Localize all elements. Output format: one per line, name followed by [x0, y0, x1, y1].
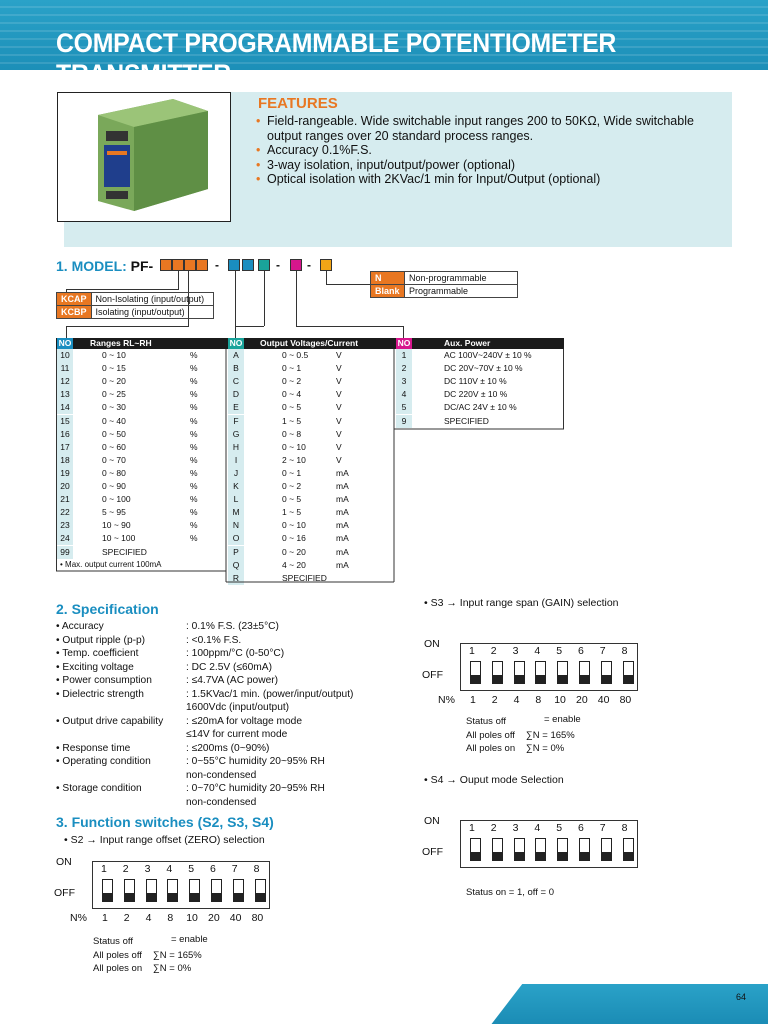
s3-on-label: ON [424, 638, 440, 650]
spec-value: : 1.5KVac/1 min. (power/input/output) [186, 688, 354, 700]
s2-position-number: 6 [210, 863, 216, 875]
spec-row [56, 742, 396, 756]
spec-row [56, 755, 396, 769]
output-value: 1 ~ 5 [282, 415, 302, 426]
output-unit: V [336, 376, 342, 387]
range-value: 0 ~ 40 [102, 415, 126, 426]
s3-n-value: 10 [554, 694, 566, 706]
status-note: = enable [171, 934, 208, 945]
spec-row [56, 728, 396, 742]
s3-n-value: 40 [597, 694, 610, 706]
output-unit: V [336, 441, 342, 452]
spec-row [56, 769, 396, 783]
spec-row [56, 620, 396, 634]
s3-dip-toggle[interactable] [492, 661, 503, 684]
output-unit: V [336, 415, 342, 426]
output-code: N [228, 519, 244, 532]
page-number: 64 [735, 992, 746, 1002]
s2-dip-toggle[interactable] [167, 879, 178, 902]
s2-n-value: 1 [102, 912, 108, 924]
range-unit: % [190, 363, 198, 374]
range-value: 0 ~ 25 [102, 389, 126, 400]
range-code: 17 [57, 441, 73, 454]
spec-value: : 0~70°C humidity 20~95% RH [186, 783, 325, 794]
s3-n-value: 20 [576, 694, 588, 706]
output-value: 0 ~ 5 [282, 402, 302, 413]
range-value: 0 ~ 20 [102, 376, 126, 387]
s3-position-number: 6 [578, 645, 584, 657]
s2-position-number: 1 [101, 863, 107, 875]
output-code: F [228, 415, 244, 428]
s4-dip-toggle[interactable] [492, 838, 503, 861]
s3-position-number: 3 [512, 645, 519, 657]
spec-key: • Power consumption [56, 675, 152, 686]
aux-code: 4 [396, 388, 412, 401]
output-value: 0 ~ 0.5 [282, 350, 309, 360]
programming-table: N Non-programmable Blank Programmable [370, 271, 518, 298]
aux-code: 3 [396, 375, 412, 388]
range-unit: % [190, 507, 198, 518]
output-value: 0 ~ 16 [282, 533, 306, 544]
status-note: Status off [466, 716, 506, 727]
spec-row [56, 661, 396, 675]
spec-value: : ≤20mA for voltage mode [186, 715, 303, 727]
s3-dip-toggle[interactable] [535, 661, 546, 684]
spec-value: : 0~55°C humidity 20~95% RH [186, 756, 325, 767]
range-unit: % [190, 402, 198, 413]
s4-position-number: 5 [556, 822, 563, 834]
col-no: NO [397, 338, 411, 348]
s4-on-label: ON [424, 815, 440, 827]
status-note: All poles off [93, 949, 142, 961]
footer-band [0, 984, 768, 1024]
output-code: G [228, 428, 244, 441]
range-code: 12 [57, 375, 73, 388]
s2-off-label: OFF [54, 887, 75, 899]
col-ranges: Ranges RL~RH [90, 338, 152, 348]
spec-value: : ≤200ms (0~90%) [186, 742, 270, 754]
s4-position-number: 2 [490, 822, 497, 834]
output-unit: V [336, 454, 342, 465]
range-unit: % [190, 389, 198, 400]
spec-key: • Response time [56, 742, 131, 754]
range-code: 15 [57, 415, 73, 428]
col-no: NO [229, 338, 243, 348]
spec-key: • Dielectric strength [56, 688, 144, 700]
aux-value: DC 110V ± 10 % [444, 376, 507, 387]
s2-n-value: 4 [145, 912, 152, 924]
aux-value: SPECIFIED [444, 415, 489, 426]
status-note: All poles off [466, 729, 515, 741]
status-note: ∑N = 0% [526, 743, 565, 754]
s2-dip-toggle[interactable] [211, 879, 222, 902]
output-code: A [228, 349, 244, 362]
output-value: 0 ~ 4 [282, 389, 302, 400]
spec-value: ≤14V for current mode [186, 729, 288, 740]
s2-dip-toggle[interactable] [233, 879, 244, 902]
spec-row [56, 715, 396, 729]
s2-dip-toggle[interactable] [124, 879, 135, 902]
output-value: 0 ~ 20 [282, 546, 306, 557]
range-value: 0 ~ 70 [102, 454, 126, 465]
s3-dip-toggle[interactable] [514, 661, 525, 684]
s2-on-label: ON [56, 856, 72, 868]
status-note: Status off [93, 936, 133, 947]
s2-n-value: 80 [251, 912, 264, 924]
model-box [290, 259, 302, 271]
s4-dip-toggle[interactable] [557, 838, 568, 861]
s4-title: • S4 → Ouput mode Selection [424, 774, 564, 786]
range-unit: % [190, 481, 198, 491]
s2-position-number: 3 [144, 863, 151, 875]
output-code: J [228, 467, 244, 480]
range-unit: % [190, 350, 198, 360]
s2-n-prefix: N% [70, 912, 87, 924]
range-code: 21 [57, 493, 73, 506]
s4-position-number: 7 [599, 822, 606, 834]
output-value: 0 ~ 5 [282, 494, 302, 505]
s4-position-number: 6 [578, 822, 584, 834]
aux-code: 9 [396, 415, 412, 428]
output-unit: mA [336, 559, 349, 570]
range-value: 0 ~ 50 [102, 428, 126, 439]
aux-value: AC 100V~240V ± 10 % [444, 350, 532, 360]
s4-position-number: 3 [512, 822, 519, 834]
range-code: 11 [57, 362, 73, 375]
range-code: 99 [57, 546, 73, 559]
s4-dip-toggle[interactable] [623, 838, 634, 861]
aux-code: 2 [396, 362, 412, 375]
header-banner [0, 0, 768, 89]
s3-n-value: 2 [491, 694, 498, 706]
output-code: C [228, 375, 244, 388]
range-value: SPECIFIED [102, 546, 147, 557]
output-value: 0 ~ 1 [282, 363, 302, 374]
range-value: 10 ~ 90 [102, 520, 131, 531]
output-value: 0 ~ 8 [282, 428, 302, 439]
s4-off-label: OFF [422, 846, 443, 858]
spec-value: non-condensed [186, 769, 257, 781]
output-value: 1 ~ 5 [282, 507, 302, 518]
s2-n-value: 20 [208, 912, 220, 924]
spec-key: • Operating condition [56, 756, 151, 767]
range-code: 19 [57, 467, 73, 480]
range-unit: % [190, 376, 198, 387]
table-borders [56, 338, 566, 584]
spec-row [56, 688, 396, 702]
range-value: 0 ~ 10 [102, 350, 126, 360]
s2-n-value: 8 [167, 912, 174, 924]
s2-position-number: 5 [188, 863, 195, 875]
s4-dip-toggle[interactable] [535, 838, 546, 861]
s2-position-number: 8 [253, 863, 260, 875]
page-title: COMPACT PROGRAMMABLE POTENTIOMETER TRANSMITTER [56, 28, 617, 89]
output-unit: mA [336, 533, 349, 544]
model-box [184, 259, 196, 271]
spec-key: • Storage condition [56, 783, 142, 794]
feature-item: • Accuracy 0.1%F.S. [256, 143, 726, 158]
s3-n-value: 1 [470, 694, 476, 706]
range-unit: % [190, 428, 198, 439]
spec-row [56, 674, 396, 688]
output-unit: mA [336, 467, 349, 478]
spec-value: 1600Vdc (input/output) [186, 702, 290, 713]
spec-row [56, 796, 396, 810]
aux-code: 1 [396, 349, 412, 362]
spec-value: : 0.1% F.S. (23±5°C) [186, 621, 279, 632]
range-code: 14 [57, 401, 73, 414]
output-value: 2 ~ 10 [282, 454, 306, 465]
s3-position-number: 2 [490, 645, 497, 657]
s2-position-number: 2 [122, 863, 129, 875]
spec-list [56, 620, 396, 809]
aux-value: DC 220V ± 10 % [444, 389, 508, 400]
s3-title: • S3 → Input range span (GAIN) selection [424, 597, 619, 609]
s3-position-number: 7 [599, 645, 606, 657]
output-unit: V [336, 350, 342, 360]
model-box [160, 259, 172, 271]
output-code: O [228, 532, 244, 545]
output-code: Q [228, 559, 244, 572]
s3-position-number: 4 [534, 645, 541, 657]
output-unit: mA [336, 520, 349, 531]
status-note: All poles on [466, 743, 516, 754]
spec-row [56, 782, 396, 796]
s4-position-number: 1 [469, 822, 475, 834]
output-value: 0 ~ 10 [282, 520, 306, 531]
output-unit: V [336, 428, 342, 439]
s2-dip-toggle[interactable] [255, 879, 266, 902]
spec-row [56, 701, 396, 715]
s2-dip-toggle[interactable] [102, 879, 113, 902]
spec-value: : ≤4.7VA (AC power) [186, 675, 279, 686]
s3-position-number: 1 [469, 645, 475, 657]
feature-item: • Optical isolation with 2KVac/1 min for Input/Output (optional) [256, 172, 726, 187]
status-note: All poles on [93, 963, 143, 974]
range-value: 0 ~ 90 [102, 481, 126, 491]
model-box [320, 259, 332, 271]
s2-n-value: 10 [186, 912, 198, 924]
output-code: L [228, 493, 244, 506]
s3-n-value: 4 [513, 694, 520, 706]
range-value: 5 ~ 95 [102, 507, 126, 518]
s2-title: • S2 → Input range offset (ZERO) selection [64, 834, 265, 846]
range-unit: % [190, 467, 198, 478]
output-code: R [228, 572, 244, 585]
spec-key: • Output drive capability [56, 715, 164, 727]
range-unit: % [190, 454, 198, 465]
status-note: ∑N = 165% [153, 949, 202, 961]
range-value: 0 ~ 60 [102, 441, 126, 452]
s2-n-value: 2 [123, 912, 130, 924]
status-note: ∑N = 165% [526, 729, 575, 741]
range-value: 0 ~ 15 [102, 363, 126, 374]
output-value: 0 ~ 2 [282, 481, 302, 491]
output-code: B [228, 362, 244, 375]
s3-dip-toggle[interactable] [557, 661, 568, 684]
output-value: 0 ~ 2 [282, 376, 302, 387]
s3-n-value: 80 [619, 694, 632, 706]
product-photo [57, 92, 231, 222]
spec-value: non-condensed [186, 796, 257, 808]
output-unit: mA [336, 494, 349, 505]
s4-dip-toggle[interactable] [514, 838, 525, 861]
spec-value: : <0.1% F.S. [186, 634, 242, 646]
output-code: D [228, 388, 244, 401]
feature-item: • 3-way isolation, input/output/power (optional) [256, 158, 726, 173]
range-code: 10 [57, 349, 73, 362]
output-code: P [228, 546, 244, 559]
output-value: 0 ~ 10 [282, 441, 306, 452]
output-code: M [228, 506, 244, 519]
status-note: ∑N = 0% [153, 963, 192, 974]
spec-key: • Accuracy [56, 621, 104, 632]
s2-position-number: 4 [166, 863, 173, 875]
spec-key: • Output ripple (p-p) [56, 634, 146, 646]
s4-position-number: 4 [534, 822, 541, 834]
range-value: 0 ~ 100 [102, 494, 131, 505]
range-unit: % [190, 520, 198, 531]
s2-position-number: 7 [231, 863, 238, 875]
output-unit: V [336, 402, 342, 413]
output-value: SPECIFIED [282, 572, 327, 583]
range-code: 13 [57, 388, 73, 401]
output-unit: mA [336, 481, 349, 491]
switch-heading: 3. Function switches (S2, S3, S4) [56, 814, 274, 830]
output-code: H [228, 441, 244, 454]
status-note: = enable [544, 714, 581, 725]
features-title: FEATURES [258, 95, 338, 112]
range-value: 10 ~ 100 [102, 533, 136, 544]
col-no: NO [58, 338, 72, 348]
s3-dip-toggle[interactable] [601, 661, 612, 684]
s2-dip-toggle[interactable] [189, 879, 200, 902]
s3-position-number: 5 [556, 645, 563, 657]
s4-dip-toggle[interactable] [470, 838, 481, 861]
model-box [258, 259, 270, 271]
range-code: 22 [57, 506, 73, 519]
s2-dip-toggle[interactable] [146, 879, 157, 902]
s3-n-value: 8 [535, 694, 542, 706]
s3-n-prefix: N% [438, 694, 455, 706]
output-unit: V [336, 363, 342, 374]
model-heading: 1. MODEL: PF- [56, 258, 154, 274]
output-unit: mA [336, 546, 349, 557]
col-output: Output Voltages/Current [260, 338, 359, 348]
ranges-note: • Max. output current 100mA [60, 560, 162, 569]
output-code: I [228, 454, 244, 467]
model-box [196, 259, 208, 271]
range-code: 24 [57, 532, 73, 545]
spec-row [56, 634, 396, 648]
range-code: 20 [57, 480, 73, 493]
aux-value: DC 20V~70V ± 10 % [444, 363, 523, 374]
output-unit: mA [336, 507, 349, 518]
s4-dip-toggle[interactable] [601, 838, 612, 861]
s4-dip-toggle[interactable] [579, 838, 590, 861]
s2-n-value: 40 [229, 912, 242, 924]
model-box [242, 259, 254, 271]
output-value: 0 ~ 1 [282, 467, 302, 478]
feature-item: • Field-rangeable. Wide switchable input ranges 200 to 50KΩ, Wide switchable output ranges over 20 standard process ranges. [256, 114, 726, 143]
aux-code: 5 [396, 401, 412, 414]
s3-dip-toggle[interactable] [579, 661, 590, 684]
col-aux: Aux. Power [444, 338, 491, 348]
s4-note: Status on = 1, off = 0 [466, 887, 555, 898]
aux-value: DC/AC 24V ± 10 % [444, 402, 517, 413]
output-unit: V [336, 389, 342, 400]
range-unit: % [190, 415, 198, 426]
model-box [228, 259, 240, 271]
spec-value: : DC 2.5V (≤60mA) [186, 661, 272, 673]
model-box [172, 259, 184, 271]
range-unit: % [190, 441, 198, 452]
s3-dip-toggle[interactable] [470, 661, 481, 684]
output-value: 4 ~ 20 [282, 559, 306, 570]
range-unit: % [190, 533, 198, 544]
range-value: 0 ~ 30 [102, 402, 126, 413]
s3-off-label: OFF [422, 669, 443, 681]
spec-key: • Temp. coefficient [56, 648, 139, 659]
output-code: K [228, 480, 244, 493]
range-unit: % [190, 494, 198, 505]
s3-position-number: 8 [621, 645, 628, 657]
isolation-table: KCAP Non-Isolating (input/output) KCBP Isolating (input/output) [56, 292, 214, 319]
spec-key: • Exciting voltage [56, 661, 134, 673]
s3-dip-toggle[interactable] [623, 661, 634, 684]
range-code: 23 [57, 519, 73, 532]
output-code: E [228, 401, 244, 414]
s4-position-number: 8 [621, 822, 628, 834]
range-value: 0 ~ 80 [102, 467, 126, 478]
range-code: 18 [57, 454, 73, 467]
spec-row [56, 647, 396, 661]
features-list [256, 114, 726, 187]
range-code: 16 [57, 428, 73, 441]
spec-value: : 100ppm/°C (0-50°C) [186, 648, 285, 659]
spec-heading: 2. Specification [56, 601, 159, 617]
